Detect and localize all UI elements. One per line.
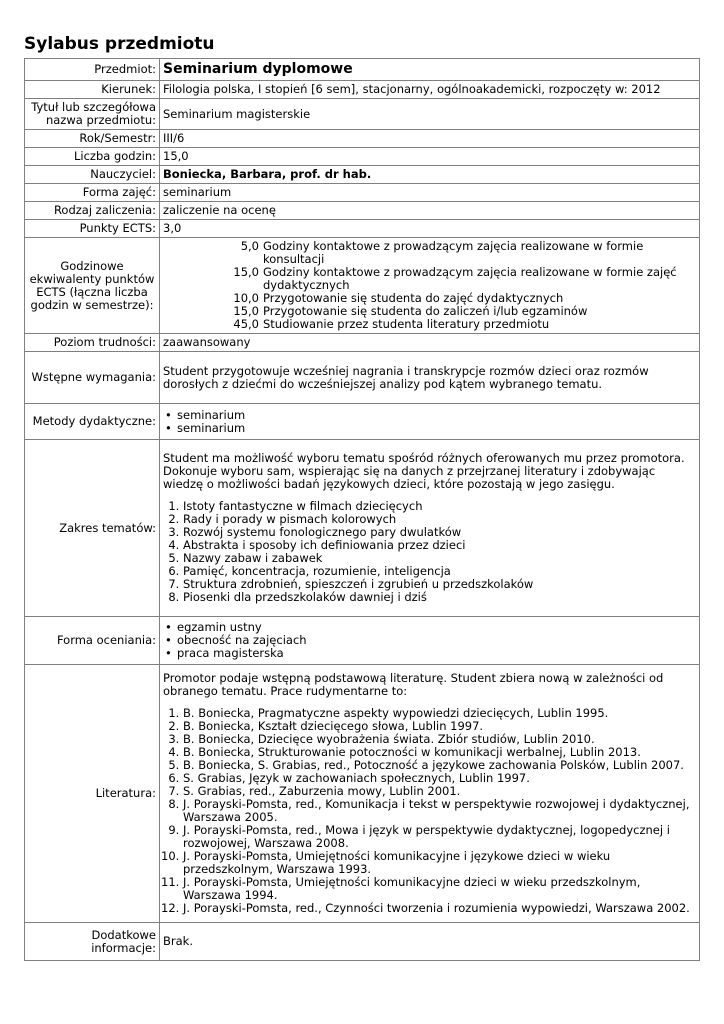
literatura-intro: Promotor podaje wstępną podstawową literaturę. Student zbiera nową w zależności od obranego tematu. Prace rudymentarne to: bbox=[163, 671, 664, 698]
label-nauczyciel: Nauczyciel: bbox=[25, 166, 160, 184]
row-ects bbox=[25, 220, 700, 238]
list-item: • praca magisterska bbox=[177, 647, 696, 660]
list-item: • seminarium bbox=[177, 422, 696, 435]
row-forma bbox=[25, 184, 700, 202]
label-wymagania: Wstępne wymagania: bbox=[25, 352, 160, 404]
ects-num: 15,0 bbox=[233, 265, 259, 279]
value-ocenianie bbox=[160, 617, 700, 665]
row-kierunek bbox=[25, 81, 700, 99]
row-godzinowe bbox=[25, 238, 700, 334]
list-item: 1. B. Boniecka, Pragmatyczne aspekty wypowiedzi dziecięcych, Lublin 1995. bbox=[183, 707, 696, 720]
value-rodzaj: zaliczenie na ocenę bbox=[160, 202, 700, 220]
page-title: Sylabus przedmiotu bbox=[24, 34, 215, 54]
value-nauczyciel: Boniecka, Barbara, prof. dr hab. bbox=[160, 166, 700, 184]
label-rodzaj: Rodzaj zaliczenia: bbox=[25, 202, 160, 220]
value-tytul: Seminarium magisterskie bbox=[160, 99, 700, 130]
label-literatura: Literatura: bbox=[25, 665, 160, 923]
literatura-list bbox=[163, 707, 696, 915]
label-godzin: Liczba godzin: bbox=[25, 148, 160, 166]
label-ocenianie: Forma oceniania: bbox=[25, 617, 160, 665]
value-literatura bbox=[160, 665, 700, 923]
ects-text: Studiowanie przez studenta literatury przedmiotu bbox=[263, 317, 550, 331]
value-poziom: zaawansowany bbox=[160, 334, 700, 352]
list-item: • egzamin ustny bbox=[177, 621, 696, 634]
list-item: 5. B. Boniecka, S. Grabias, red., Potoczność a językowe zachowania Polsków, Lublin 2007. bbox=[183, 759, 696, 772]
label-tytul: Tytuł lub szczegółowa nazwa przedmiotu: bbox=[25, 99, 160, 130]
value-kierunek: Filologia polska, I stopień [6 sem], stacjonarny, ogólnoakademicki, rozpoczęty w: 2012 bbox=[160, 81, 700, 99]
ects-row-1 bbox=[163, 240, 696, 266]
list-item: 3. B. Boniecka, Dziecięce wyobrażenia świata. Zbiór studiów, Lublin 2010. bbox=[183, 733, 696, 746]
row-rok bbox=[25, 130, 700, 148]
row-nauczyciel bbox=[25, 166, 700, 184]
value-godzinowe bbox=[160, 238, 700, 334]
list-item: 11. J. Porayski-Pomsta, Umiejętności komunikacyjne dzieci w wieku przedszkolnym, Warszawa 1994. bbox=[183, 876, 696, 902]
ects-num: 15,0 bbox=[233, 304, 259, 318]
value-forma: seminarium bbox=[160, 184, 700, 202]
list-item: 6. S. Grabias, Język w zachowaniach społecznych, Lublin 1997. bbox=[183, 772, 696, 785]
label-rok: Rok/Semestr: bbox=[25, 130, 160, 148]
label-kierunek: Kierunek: bbox=[25, 81, 160, 99]
row-przedmiot bbox=[25, 59, 700, 81]
row-poziom bbox=[25, 334, 700, 352]
ects-num: 5,0 bbox=[240, 239, 259, 253]
ects-num: 45,0 bbox=[233, 317, 259, 331]
label-poziom: Poziom trudności: bbox=[25, 334, 160, 352]
label-godzinowe: Godzinowe ekwiwalenty punktów ECTS (łączna liczba godzin w semestrze): bbox=[25, 238, 160, 334]
zakres-list bbox=[163, 500, 696, 604]
list-item: 7. Struktura zdrobnień, spieszczeń i zgrubień u przedszkolaków bbox=[183, 578, 696, 591]
row-wymagania bbox=[25, 352, 700, 404]
ocenianie-list bbox=[163, 621, 696, 660]
list-item: 2. Rady i porady w pismach kolorowych bbox=[183, 513, 696, 526]
row-metody bbox=[25, 404, 700, 440]
list-item: • obecność na zajęciach bbox=[177, 634, 696, 647]
value-metody bbox=[160, 404, 700, 440]
zakres-intro: Student ma możliwość wyboru tematu spośród różnych oferowanych mu przez promotora. Dokonuje wyboru sam, wspierając się na danych z przejrzanej literatury i zdobywając wiedzę o możliwości badań językowych dzieci, które pozostają w jego zasięgu. bbox=[163, 451, 685, 491]
value-wymagania: Student przygotowuje wcześniej nagrania i transkrypcje rozmów dzieci oraz rozmów dorosłych z dziećmi do wcześniejszej analizy pod kątem wybranego tematu. bbox=[160, 352, 700, 404]
row-literatura bbox=[25, 665, 700, 923]
ects-num: 10,0 bbox=[233, 291, 259, 305]
label-zakres: Zakres tematów: bbox=[25, 440, 160, 617]
list-item: 1. Istoty fantastyczne w filmach dziecięcych bbox=[183, 500, 696, 513]
value-rok: III/6 bbox=[160, 130, 700, 148]
label-forma: Forma zajęć: bbox=[25, 184, 160, 202]
ects-text: Przygotowanie się studenta do zajęć dydaktycznych bbox=[263, 291, 564, 305]
list-item: 3. Rozwój systemu fonologicznego pary dwulatków bbox=[183, 526, 696, 539]
value-przedmiot: Seminarium dyplomowe bbox=[160, 59, 700, 81]
label-ects: Punkty ECTS: bbox=[25, 220, 160, 238]
list-item: 12. J. Porayski-Pomsta, red., Czynności tworzenia i rozumienia wypowiedzi, Warszawa 2002. bbox=[183, 902, 696, 915]
syllabus-table bbox=[24, 58, 700, 961]
list-item: 9. J. Porayski-Pomsta, red., Mowa i język w perspektywie dydaktycznej, logopedycznej i rozwojowej, Warszawa 2008. bbox=[183, 824, 696, 850]
list-item: • seminarium bbox=[177, 409, 696, 422]
list-item: 4. Abstrakta i sposoby ich definiowania przez dzieci bbox=[183, 539, 696, 552]
label-metody: Metody dydaktyczne: bbox=[25, 404, 160, 440]
ects-row-5 bbox=[163, 318, 696, 331]
list-item: 10. J. Porayski-Pomsta, Umiejętności komunikacyjne i językowe dzieci w wieku przedszkolnym, Warszawa 1993. bbox=[183, 850, 696, 876]
row-rodzaj bbox=[25, 202, 700, 220]
value-ects: 3,0 bbox=[160, 220, 700, 238]
list-item: 2. B. Boniecka, Kształt dziecięcego słowa, Lublin 1997. bbox=[183, 720, 696, 733]
list-item: 8. J. Porayski-Pomsta, red., Komunikacja i tekst w perspektywie rozwojowej i dydaktycznej, Warszawa 2005. bbox=[183, 798, 696, 824]
value-zakres bbox=[160, 440, 700, 617]
ects-row-2 bbox=[163, 266, 696, 292]
row-ocenianie bbox=[25, 617, 700, 665]
row-tytul bbox=[25, 99, 700, 130]
row-dodatkowe bbox=[25, 923, 700, 961]
row-zakres bbox=[25, 440, 700, 617]
ects-text: Godziny kontaktowe z prowadzącym zajęcia realizowane w formie zajęć dydaktycznych bbox=[263, 265, 677, 292]
row-godzin bbox=[25, 148, 700, 166]
list-item: 6. Pamięć, koncentracja, rozumienie, inteligencja bbox=[183, 565, 696, 578]
label-przedmiot: Przedmiot: bbox=[25, 59, 160, 81]
list-item: 4. B. Boniecka, Strukturowanie potoczności w komunikacji werbalnej, Lublin 2013. bbox=[183, 746, 696, 759]
metody-list bbox=[163, 409, 696, 435]
label-dodatkowe: Dodatkowe informacje: bbox=[25, 923, 160, 961]
value-dodatkowe: Brak. bbox=[160, 923, 700, 961]
list-item: 5. Nazwy zabaw i zabawek bbox=[183, 552, 696, 565]
list-item: 8. Piosenki dla przedszkolaków dawniej i dziś bbox=[183, 591, 696, 604]
value-godzin: 15,0 bbox=[160, 148, 700, 166]
list-item: 7. S. Grabias, red., Zaburzenia mowy, Lublin 2001. bbox=[183, 785, 696, 798]
ects-text: Godziny kontaktowe z prowadzącym zajęcia realizowane w formie konsultacji bbox=[263, 239, 644, 266]
ects-text: Przygotowanie się studenta do zaliczeń i/lub egzaminów bbox=[263, 304, 588, 318]
